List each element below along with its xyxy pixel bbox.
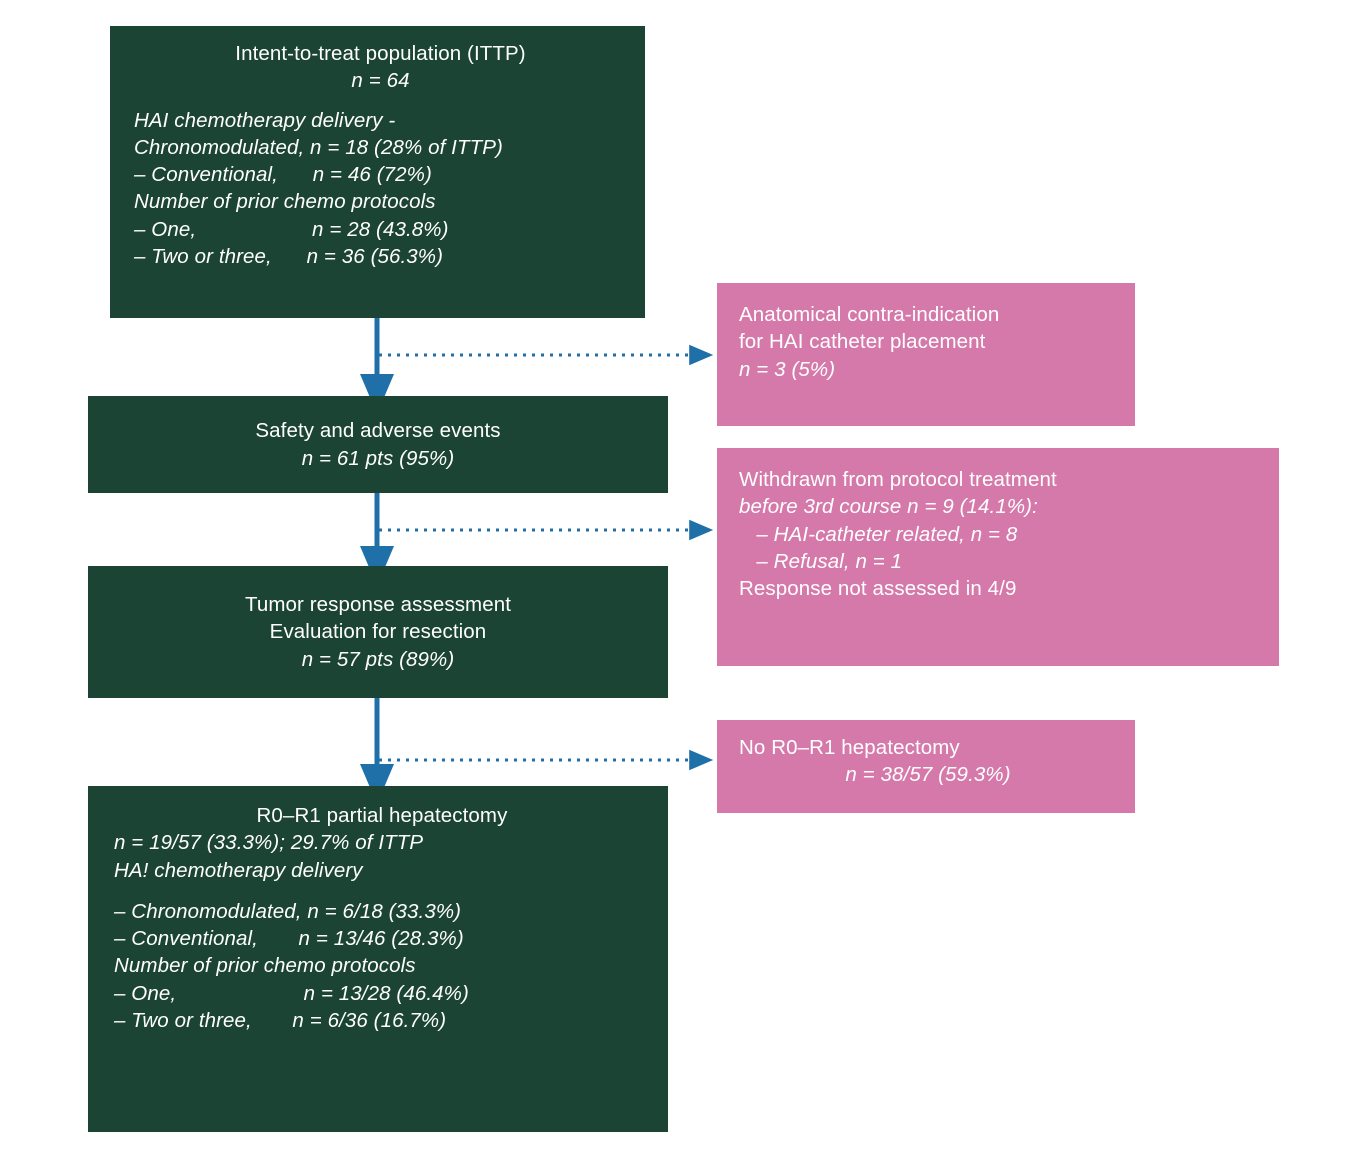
- box-line: – Two or three, n = 6/36 (16.7%): [114, 1008, 447, 1032]
- box-line: Number of prior chemo protocols: [134, 190, 436, 214]
- box-line: n = 3 (5%): [739, 357, 836, 381]
- box-line: No R0–R1 hepatectomy: [739, 736, 960, 759]
- box-anatomical-contraindication: [717, 283, 1135, 426]
- box-safety-adverse-events: [88, 396, 668, 493]
- box-tumor-response-assessment: [88, 566, 668, 698]
- box-line: Evaluation for resection: [269, 620, 487, 644]
- box-line: Number of prior chemo protocols: [114, 954, 416, 978]
- box-line: for HAI catheter placement: [739, 330, 986, 354]
- box-line: n = 57 pts (89%): [301, 647, 455, 671]
- box-line: – Conventional, n = 46 (72%): [134, 163, 432, 186]
- box-line: n = 61 pts (95%): [301, 446, 455, 470]
- box-line: – One, n = 28 (43.8%): [134, 217, 449, 241]
- box-line: HAI chemotherapy delivery -: [134, 108, 396, 132]
- box-line: Chronomodulated, n = 18 (28% of ITTP): [134, 135, 503, 159]
- box-line: – Two or three, n = 36 (56.3%): [134, 244, 444, 268]
- box-no-r0-r1-hepatectomy: [717, 720, 1135, 813]
- box-line: Anatomical contra-indication: [739, 303, 1000, 326]
- box-line: Response not assessed in 4/9: [739, 577, 1017, 600]
- box-line: n = 64: [351, 69, 410, 93]
- box-intent-to-treat: [110, 26, 645, 318]
- box-line: Safety and adverse events: [255, 419, 501, 443]
- box-line: n = 19/57 (33.3%); 29.7% of ITTP: [114, 831, 424, 855]
- box-line: – Chronomodulated, n = 6/18 (33.3%): [114, 899, 462, 923]
- box-line: Withdrawn from protocol treatment: [739, 468, 1057, 491]
- box-line: before 3rd course n = 9 (14.1%):: [739, 495, 1038, 519]
- box-line: – Refusal, n = 1: [739, 549, 903, 573]
- box-line: – One, n = 13/28 (46.4%): [114, 981, 469, 1005]
- box-spacer: [134, 95, 627, 107]
- box-spacer: [114, 884, 650, 898]
- box-line: Intent-to-treat population (ITTP): [235, 42, 526, 65]
- box-line: R0–R1 partial hepatectomy: [256, 804, 508, 827]
- box-line: – Conventional, n = 13/46 (28.3%): [114, 927, 464, 950]
- box-line: n = 38/57 (59.3%): [845, 763, 1011, 787]
- box-withdrawn-from-protocol: [717, 448, 1279, 666]
- box-line: – HAI-catheter related, n = 8: [739, 522, 1018, 546]
- box-line: Tumor response assessment: [244, 593, 512, 617]
- box-line: HA! chemotherapy delivery: [114, 858, 363, 882]
- box-r0-r1-partial-hepatectomy: [88, 786, 668, 1132]
